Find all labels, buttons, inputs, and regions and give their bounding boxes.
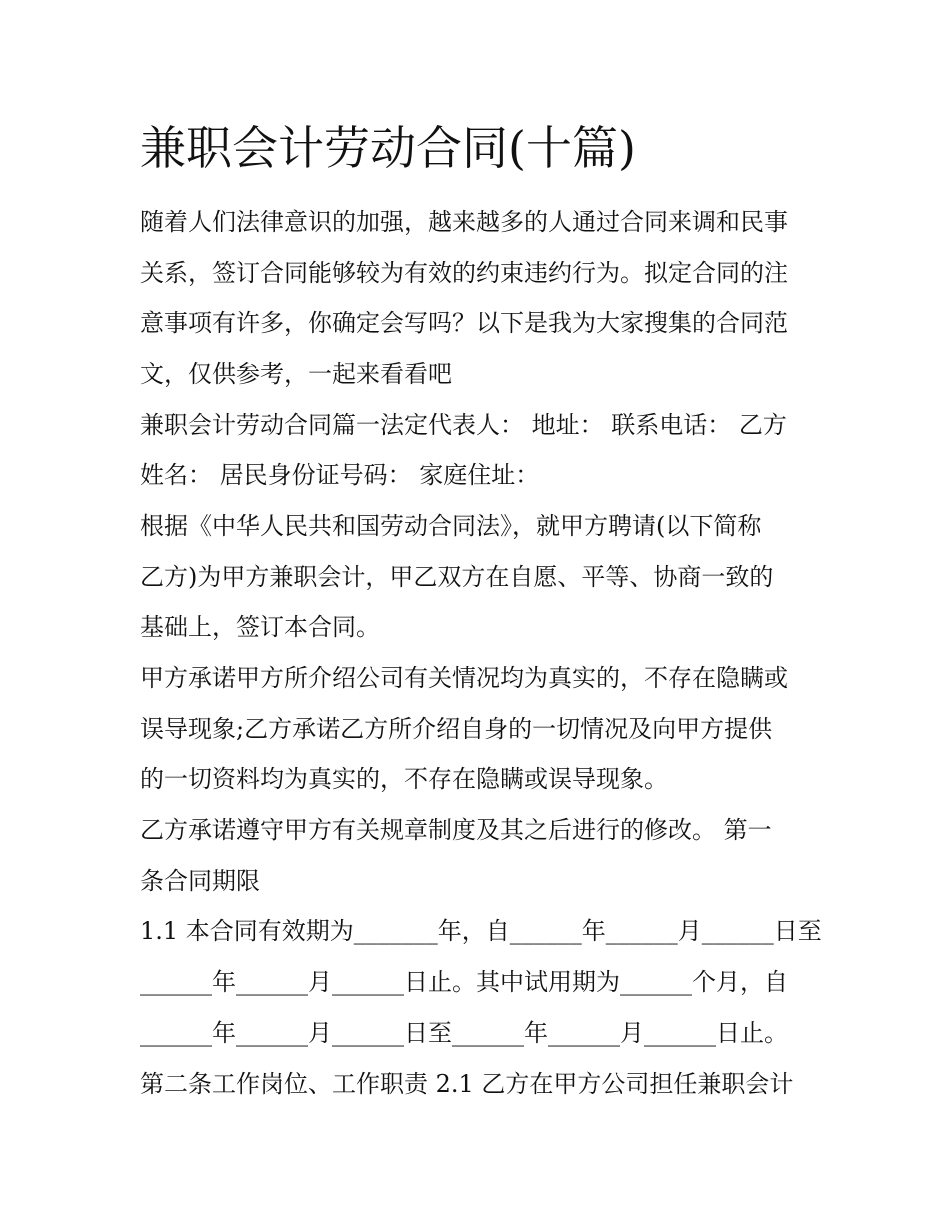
body-line: ______年______月______日止。其中试用期为______个月，自 — [140, 968, 788, 996]
body-line: 条合同期限 — [140, 867, 260, 895]
body-line: 基础上，签订本合同。 — [140, 613, 380, 641]
body-line: 关系，签订合同能够较为有效的约束违约行为。拟定合同的注 — [140, 259, 788, 287]
body-line: 文，仅供参考，一起来看看吧 — [140, 360, 452, 388]
body-line: 的一切资料均为真实的，不存在隐瞒或误导现象。 — [140, 765, 668, 793]
body-line: 随着人们法律意识的加强，越来越多的人通过合同来调和民事 — [140, 208, 788, 236]
body-line: 第二条工作岗位、工作职责 2.1 乙方在甲方公司担任兼职会计 — [140, 1070, 794, 1098]
body-line: 乙方承诺遵守甲方有关规章制度及其之后进行的修改。 第一 — [140, 816, 772, 844]
document-title: 兼职会计劳动合同(十篇) — [140, 121, 636, 175]
body-line: ______年______月______日至______年______月______日止。 — [140, 1019, 788, 1047]
body-line: 乙方)为甲方兼职会计，甲乙双方在自愿、平等、协商一致的 — [140, 563, 774, 591]
body-line: 甲方承诺甲方所介绍公司有关情况均为真实的，不存在隐瞒或 — [140, 664, 788, 692]
body-line: 姓名： 居民身份证号码： 家庭住址： — [140, 461, 540, 489]
body-line: 1.1 本合同有效期为_______年，自______年______月______日至 — [140, 917, 822, 945]
body-line: 意事项有许多，你确定会写吗？以下是我为大家搜集的合同范 — [140, 309, 788, 337]
body-line: 兼职会计劳动合同篇一法定代表人： 地址： 联系电话： 乙方 — [140, 411, 787, 439]
body-line: 根据《中华人民共和国劳动合同法》，就甲方聘请(以下简称 — [140, 512, 762, 540]
body-line: 误导现象;乙方承诺乙方所介绍自身的一切情况及向甲方提供 — [140, 715, 773, 743]
